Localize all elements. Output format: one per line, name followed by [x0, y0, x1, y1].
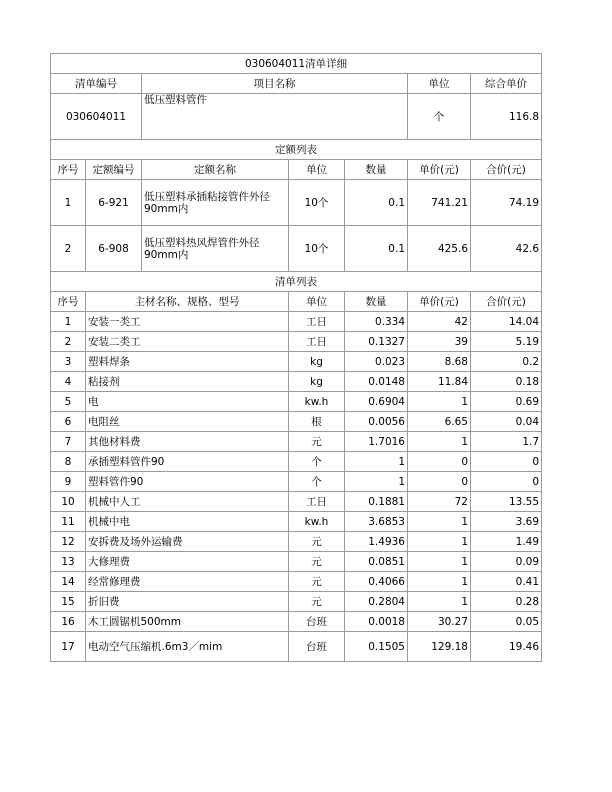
material-no: 17 — [51, 632, 86, 662]
material-total: 0.41 — [471, 572, 542, 592]
material-no: 3 — [51, 352, 86, 372]
material-qty: 0.4066 — [345, 572, 408, 592]
material-no: 14 — [51, 572, 86, 592]
material-price: 0 — [408, 452, 471, 472]
material-qty: 0.1881 — [345, 492, 408, 512]
material-name: 木工圆锯机500mm — [86, 612, 289, 632]
material-no: 8 — [51, 452, 86, 472]
material-price: 1 — [408, 432, 471, 452]
material-total: 1.7 — [471, 432, 542, 452]
material-unit: 元 — [289, 532, 345, 552]
material-qty: 0.0851 — [345, 552, 408, 572]
material-price: 11.84 — [408, 372, 471, 392]
material-total: 0.05 — [471, 612, 542, 632]
materials-header-price: 单价(元) — [408, 292, 471, 312]
material-total: 0.28 — [471, 592, 542, 612]
material-no: 10 — [51, 492, 86, 512]
quota-no: 2 — [51, 226, 86, 272]
table-title: 030604011清单详细 — [51, 54, 542, 74]
material-total: 5.19 — [471, 332, 542, 352]
quota-header-total: 合价(元) — [471, 160, 542, 180]
list-detail-table — [50, 53, 542, 662]
material-no: 6 — [51, 412, 86, 432]
material-row — [51, 632, 542, 662]
material-qty: 0.6904 — [345, 392, 408, 412]
material-qty: 0.1505 — [345, 632, 408, 662]
quota-name: 低压塑料承插粘接管件外径90mm内 — [142, 180, 289, 226]
material-name: 经常修理费 — [86, 572, 289, 592]
material-total: 0 — [471, 452, 542, 472]
material-qty: 0.2804 — [345, 592, 408, 612]
material-unit: kg — [289, 372, 345, 392]
material-unit: 个 — [289, 452, 345, 472]
material-total: 0 — [471, 472, 542, 492]
material-unit: 元 — [289, 592, 345, 612]
material-price: 1 — [408, 552, 471, 572]
quota-section-title: 定额列表 — [51, 140, 542, 160]
material-total: 0.04 — [471, 412, 542, 432]
material-no: 5 — [51, 392, 86, 412]
material-total: 3.69 — [471, 512, 542, 532]
material-name: 承插塑料管件90 — [86, 452, 289, 472]
material-price: 129.18 — [408, 632, 471, 662]
material-row — [51, 572, 542, 592]
quota-code: 6-908 — [86, 226, 142, 272]
material-row — [51, 492, 542, 512]
quota-name: 低压塑料热风焊管件外径90mm内 — [142, 226, 289, 272]
materials-header-unit: 单位 — [289, 292, 345, 312]
material-qty: 0.0018 — [345, 612, 408, 632]
material-row — [51, 452, 542, 472]
material-name: 安装二类工 — [86, 332, 289, 352]
material-row — [51, 592, 542, 612]
material-row — [51, 412, 542, 432]
material-name: 塑料管件90 — [86, 472, 289, 492]
material-row — [51, 532, 542, 552]
material-qty: 1 — [345, 472, 408, 492]
material-row — [51, 472, 542, 492]
quota-row — [51, 180, 542, 226]
material-no: 1 — [51, 312, 86, 332]
material-qty: 3.6853 — [345, 512, 408, 532]
quota-total: 42.6 — [471, 226, 542, 272]
material-unit: kw.h — [289, 392, 345, 412]
material-row — [51, 312, 542, 332]
material-qty: 0.0148 — [345, 372, 408, 392]
material-total: 0.18 — [471, 372, 542, 392]
quota-no: 1 — [51, 180, 86, 226]
material-qty: 0.1327 — [345, 332, 408, 352]
material-total: 0.09 — [471, 552, 542, 572]
material-qty: 1.4936 — [345, 532, 408, 552]
material-unit: 工日 — [289, 332, 345, 352]
material-total: 13.55 — [471, 492, 542, 512]
materials-header-qty: 数量 — [345, 292, 408, 312]
material-name: 塑料焊条 — [86, 352, 289, 372]
material-name: 折旧费 — [86, 592, 289, 612]
material-no: 15 — [51, 592, 86, 612]
material-name: 其他材料费 — [86, 432, 289, 452]
material-total: 1.49 — [471, 532, 542, 552]
material-name: 安拆费及场外运输费 — [86, 532, 289, 552]
material-price: 6.65 — [408, 412, 471, 432]
summary-header-name: 项目名称 — [142, 74, 408, 94]
quota-code: 6-921 — [86, 180, 142, 226]
material-unit: 工日 — [289, 492, 345, 512]
material-unit: 个 — [289, 472, 345, 492]
material-price: 42 — [408, 312, 471, 332]
material-name: 粘接剂 — [86, 372, 289, 392]
summary-header-price: 综合单价 — [471, 74, 542, 94]
material-unit: 元 — [289, 432, 345, 452]
materials-header-total: 合价(元) — [471, 292, 542, 312]
quota-row — [51, 226, 542, 272]
materials-header-name: 主材名称、规格、型号 — [86, 292, 289, 312]
material-qty: 0.334 — [345, 312, 408, 332]
material-name: 电动空气压缩机.6m3／mim — [86, 632, 289, 662]
material-row — [51, 372, 542, 392]
material-no: 2 — [51, 332, 86, 352]
material-qty: 1.7016 — [345, 432, 408, 452]
material-row — [51, 552, 542, 572]
material-row — [51, 352, 542, 372]
quota-price: 741.21 — [408, 180, 471, 226]
summary-header-unit: 单位 — [408, 74, 471, 94]
material-name: 安装一类工 — [86, 312, 289, 332]
material-no: 9 — [51, 472, 86, 492]
quota-header-price: 单价(元) — [408, 160, 471, 180]
material-unit: kw.h — [289, 512, 345, 532]
material-unit: kg — [289, 352, 345, 372]
material-total: 14.04 — [471, 312, 542, 332]
material-no: 13 — [51, 552, 86, 572]
quota-header-no: 序号 — [51, 160, 86, 180]
material-name: 大修理费 — [86, 552, 289, 572]
quota-total: 74.19 — [471, 180, 542, 226]
material-unit: 根 — [289, 412, 345, 432]
material-price: 1 — [408, 512, 471, 532]
material-no: 16 — [51, 612, 86, 632]
summary-name: 低压塑料管件 — [142, 94, 408, 140]
material-price: 1 — [408, 572, 471, 592]
material-unit: 台班 — [289, 632, 345, 662]
material-total: 19.46 — [471, 632, 542, 662]
quota-header-code: 定额编号 — [86, 160, 142, 180]
quota-header-qty: 数量 — [345, 160, 408, 180]
material-row — [51, 332, 542, 352]
summary-code: 030604011 — [51, 94, 142, 140]
material-unit: 台班 — [289, 612, 345, 632]
material-unit: 元 — [289, 552, 345, 572]
quota-header-unit: 单位 — [289, 160, 345, 180]
summary-price: 116.8 — [471, 94, 542, 140]
quota-price: 425.6 — [408, 226, 471, 272]
summary-unit: 个 — [408, 94, 471, 140]
material-no: 11 — [51, 512, 86, 532]
material-total: 0.69 — [471, 392, 542, 412]
material-unit: 工日 — [289, 312, 345, 332]
material-total: 0.2 — [471, 352, 542, 372]
quota-unit: 10个 — [289, 226, 345, 272]
material-row — [51, 392, 542, 412]
material-qty: 0.0056 — [345, 412, 408, 432]
material-price: 0 — [408, 472, 471, 492]
material-price: 1 — [408, 592, 471, 612]
material-qty: 1 — [345, 452, 408, 472]
material-no: 4 — [51, 372, 86, 392]
material-unit: 元 — [289, 572, 345, 592]
material-no: 12 — [51, 532, 86, 552]
quota-qty: 0.1 — [345, 226, 408, 272]
quota-header-name: 定额名称 — [142, 160, 289, 180]
material-name: 电 — [86, 392, 289, 412]
material-name: 机械中电 — [86, 512, 289, 532]
material-price: 8.68 — [408, 352, 471, 372]
quota-unit: 10个 — [289, 180, 345, 226]
material-price: 72 — [408, 492, 471, 512]
material-price: 1 — [408, 392, 471, 412]
material-price: 30.27 — [408, 612, 471, 632]
summary-header-code: 清单编号 — [51, 74, 142, 94]
material-row — [51, 612, 542, 632]
materials-section-title: 清单列表 — [51, 272, 542, 292]
material-no: 7 — [51, 432, 86, 452]
material-name: 电阻丝 — [86, 412, 289, 432]
material-qty: 0.023 — [345, 352, 408, 372]
material-row — [51, 432, 542, 452]
quota-qty: 0.1 — [345, 180, 408, 226]
material-row — [51, 512, 542, 532]
material-name: 机械中人工 — [86, 492, 289, 512]
material-price: 1 — [408, 532, 471, 552]
materials-header-no: 序号 — [51, 292, 86, 312]
material-price: 39 — [408, 332, 471, 352]
